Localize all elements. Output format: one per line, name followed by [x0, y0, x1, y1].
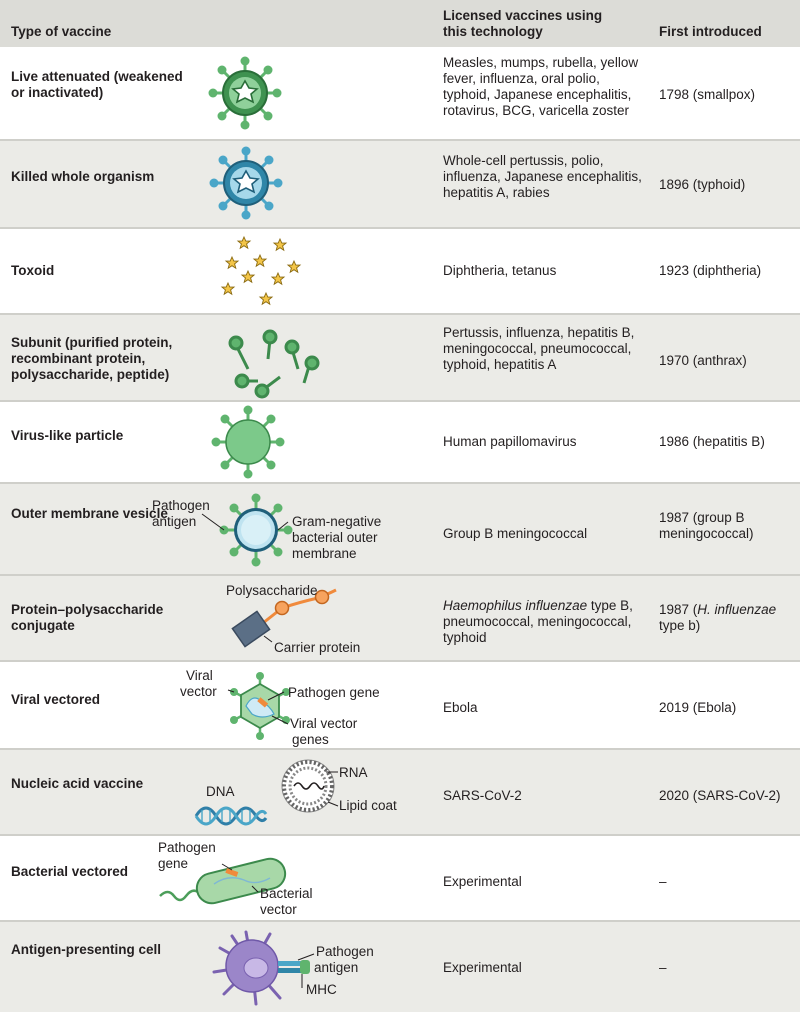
polysaccharide-label: Polysaccharide	[226, 583, 318, 598]
lipid-coat-label: Lipid coat	[339, 798, 397, 813]
table-row	[0, 229, 800, 313]
toxoid-stars-icon	[218, 233, 308, 309]
omv-membrane-label-2: bacterial outer	[292, 530, 378, 545]
licensed-italic: Haemophilus influenzae	[443, 598, 588, 613]
vaccine-type: Viral vectored	[11, 692, 101, 707]
omv-antigen-label-1: Pathogen	[152, 498, 210, 513]
vaccine-type: Virus-like particle	[11, 428, 124, 443]
table-row	[0, 922, 800, 1012]
licensed-vaccines: Whole-cell pertussis, polio, influenza, Japanese encephalitis, hepatitis A, rabies	[443, 153, 642, 200]
table-row	[0, 402, 800, 482]
first-introduced: 2020 (SARS-CoV-2)	[659, 788, 781, 803]
table-row	[0, 47, 800, 139]
first-introduced: 2019 (Ebola)	[659, 700, 737, 715]
live-virus-icon	[207, 55, 283, 131]
bacterial-vector-label-2: vector	[260, 902, 297, 917]
table-header	[0, 0, 800, 47]
vaccine-type: Toxoid	[11, 263, 55, 278]
licensed-vaccines: Ebola	[443, 700, 478, 715]
first-introduced: 1986 (hepatitis B)	[659, 434, 765, 449]
first-introduced: 1923 (diphtheria)	[659, 263, 762, 278]
bacterium-icon	[152, 838, 332, 918]
vaccine-type: Protein–polysaccharide conjugate	[11, 602, 164, 633]
table-row	[0, 750, 800, 834]
licensed-vaccines	[443, 598, 643, 646]
vaccine-type: Bacterial vectored	[11, 864, 129, 879]
licensed-vaccines: Experimental	[443, 960, 522, 975]
lipid-rna-icon	[282, 760, 334, 812]
apc-antigen-label-1: Pathogen	[316, 944, 374, 959]
bacterial-gene-label-2: gene	[158, 856, 189, 871]
viral-vector-label-1: Viral	[186, 668, 213, 683]
bacterial-gene-label-1: Pathogen	[158, 840, 216, 855]
licensed-vaccines: Pertussis, influenza, hepatitis B, meningococcal, pneumococcal, typhoid, hepatitis A	[443, 325, 635, 372]
licensed-vaccines: Group B meningococcal	[443, 526, 588, 541]
rna-label: RNA	[339, 765, 368, 780]
pathogen-gene-label: Pathogen gene	[288, 685, 380, 700]
viral-vector-label-2: vector	[180, 684, 217, 699]
first-introduced: 1970 (anthrax)	[659, 353, 747, 368]
first-introduced: 1987 (group B meningococcal)	[659, 510, 754, 541]
bacterial-vector-label-1: Bacterial	[260, 886, 313, 901]
first-introduced: 1896 (typhoid)	[659, 177, 746, 192]
vaccine-type: Subunit (purified protein, recombinant protein, polysaccharide, peptide)	[11, 335, 173, 382]
omv-antigen-label-2: antigen	[152, 514, 197, 529]
first-introduced: –	[659, 874, 667, 889]
header-first: First introduced	[659, 24, 762, 39]
licensed-vaccines: Measles, mumps, rubella, yellow fever, influenza, oral polio, typhoid, Japanese encephalitis, rotavirus, BCG, varicella zoster	[443, 55, 639, 118]
first-introduced-italic: H. influenzae	[697, 602, 777, 617]
header-licensed: Licensed vaccines using this technology	[443, 8, 603, 39]
dna-label: DNA	[206, 784, 235, 799]
vaccine-type: Outer membrane vesicle	[11, 506, 168, 521]
viral-vector-icon	[176, 664, 396, 748]
viral-vector-genes-label-2: genes	[292, 732, 329, 747]
table-row	[0, 484, 800, 574]
first-introduced-a: 1987 (	[659, 602, 698, 617]
table-row	[0, 836, 800, 920]
omv-membrane-label-3: membrane	[292, 546, 357, 561]
killed-virus-icon	[208, 145, 284, 221]
nucleic-acid-icon	[190, 756, 420, 832]
vaccine-type: Live attenuated (weakened or inactivated)	[11, 69, 183, 100]
licensed-vaccines: SARS-CoV-2	[443, 788, 522, 803]
table-row	[0, 576, 800, 660]
licensed-vaccines: Experimental	[443, 874, 522, 889]
omv-membrane-label-1: Gram-negative	[292, 514, 382, 529]
apc-antigen-label-2: antigen	[314, 960, 359, 975]
table-row	[0, 141, 800, 227]
first-introduced: 1798 (smallpox)	[659, 87, 756, 102]
header-type: Type of vaccine	[11, 24, 112, 39]
viral-vector-genes-label-1: Viral vector	[290, 716, 358, 731]
first-introduced	[659, 602, 797, 634]
vlp-icon	[210, 404, 286, 480]
subunit-proteins-icon	[218, 319, 328, 399]
licensed-rest: type B, pneumococcal, meningococcal, typhoid	[443, 598, 633, 645]
conjugate-icon	[222, 580, 372, 658]
dna-icon	[196, 808, 266, 824]
carrier-protein-label: Carrier protein	[274, 640, 361, 655]
table-row	[0, 662, 800, 748]
apc-icon	[206, 926, 386, 1010]
table-row	[0, 315, 800, 400]
vaccine-type: Antigen-presenting cell	[11, 942, 162, 957]
mhc-label: MHC	[306, 982, 337, 997]
vaccine-type: Nucleic acid vaccine	[11, 776, 144, 791]
licensed-vaccines: Human papillomavirus	[443, 434, 577, 449]
licensed-vaccines: Diphtheria, tetanus	[443, 263, 557, 278]
vaccine-type: Killed whole organism	[11, 169, 155, 184]
first-introduced: –	[659, 960, 667, 975]
first-introduced-b: type b)	[659, 618, 701, 633]
omv-icon	[146, 490, 386, 570]
